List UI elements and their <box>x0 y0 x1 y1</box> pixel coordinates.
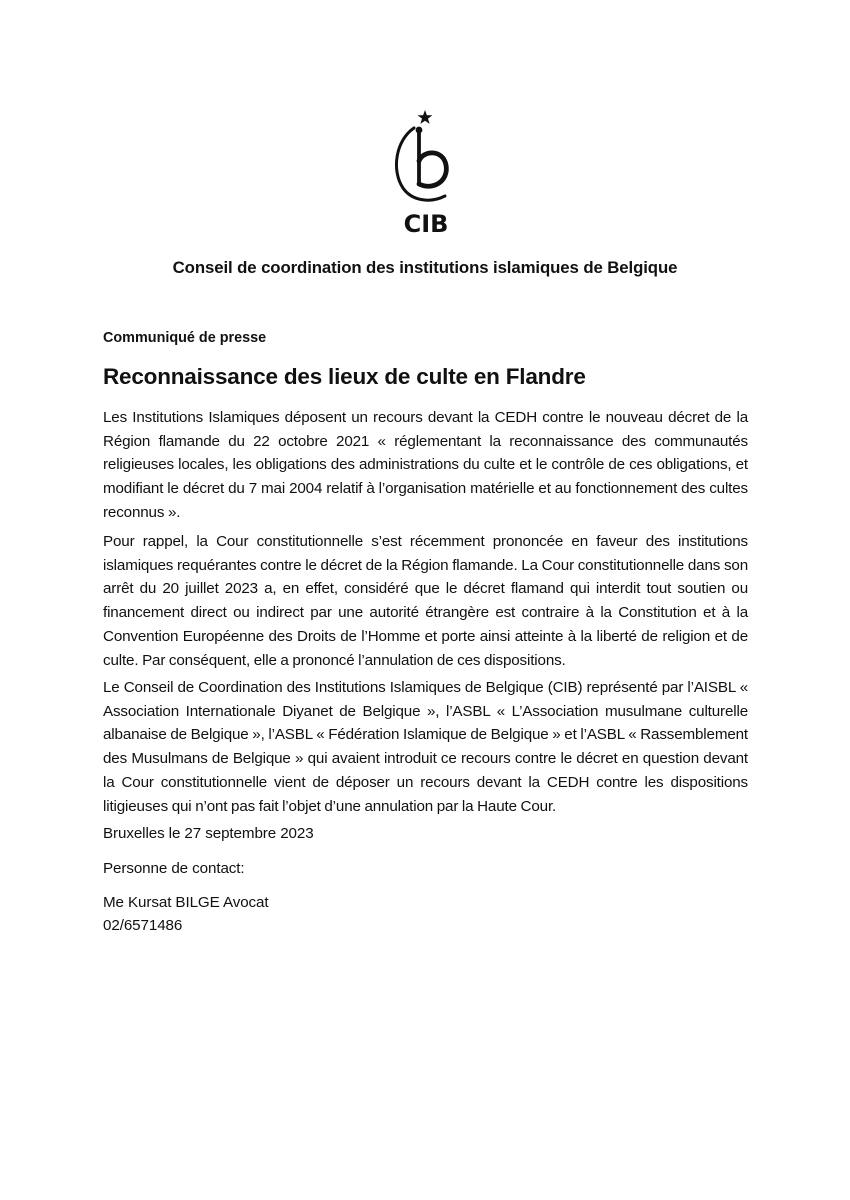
contact-name: Me Kursat BILGE Avocat <box>103 894 269 911</box>
star-icon <box>418 110 433 124</box>
paragraph-appeal: Les Institutions Islamiques déposent un recours devant la CEDH contre le nouveau décret de la Région flamande du 22 octobre 2021 « réglementant la reconnaissance des communautés religieuses locales, les obligations des administrations du culte et le contrôle de ces obligations, et modifiant le décret du 7 mai 2004 relatif à l’organisation matérielle et au fonctionnement des cultes reconnus ». <box>103 409 748 521</box>
cib-logo <box>371 104 481 240</box>
paragraph-constitutional-court: Pour rappel, la Cour constitutionnelle s’est récemment prononcée en faveur des institutions islamiques requérantes contre le décret de la Région flamande. La Cour constitutionnelle dans son arrêt du 20 juillet 2023 a, en effet, considéré que le décret flamand qui interdit tout soutien ou financement direct ou indirect par une autorité étrangère est contraire à la Constitution et à la Convention Européenne des Droits de l’Homme et porte ainsi atteinte à la liberté de religion et de culte. Par conséquent, elle a prononcé l’annulation de ces dispositions. <box>103 533 748 669</box>
logo-text: CIB <box>403 210 449 238</box>
contact-phone: 02/6571486 <box>103 917 183 934</box>
document-title: Reconnaissance des lieux de culte en Flandre <box>103 364 586 389</box>
press-release-label: Communiqué de presse <box>103 330 267 346</box>
cib-logo-icon <box>371 104 481 240</box>
contact-label: Personne de contact: <box>103 860 245 877</box>
dateline: Bruxelles le 27 septembre 2023 <box>103 825 314 842</box>
paragraph-cib-appeal: Le Conseil de Coordination des Institutions Islamiques de Belgique (CIB) représenté par l’AISBL « Association Internationale Diyanet de Belgique », l’ASBL « L’Association musulmane culturelle albanaise de Belgique », l’ASBL « Fédération Islamique de Belgique » et l’ASBL « Rassemblement des Musulmans de Belgique » qui avaient introduit ce recours contre le décret en question devant la Cour constitutionnelle vient de déposer un recours devant la CEDH contre les dispositions litigieuses qui n’ont pas fait l’objet d’une annulation par la Haute Cour. <box>103 679 748 815</box>
organization-heading: Conseil de coordination des institutions islamiques de Belgique <box>172 258 678 277</box>
